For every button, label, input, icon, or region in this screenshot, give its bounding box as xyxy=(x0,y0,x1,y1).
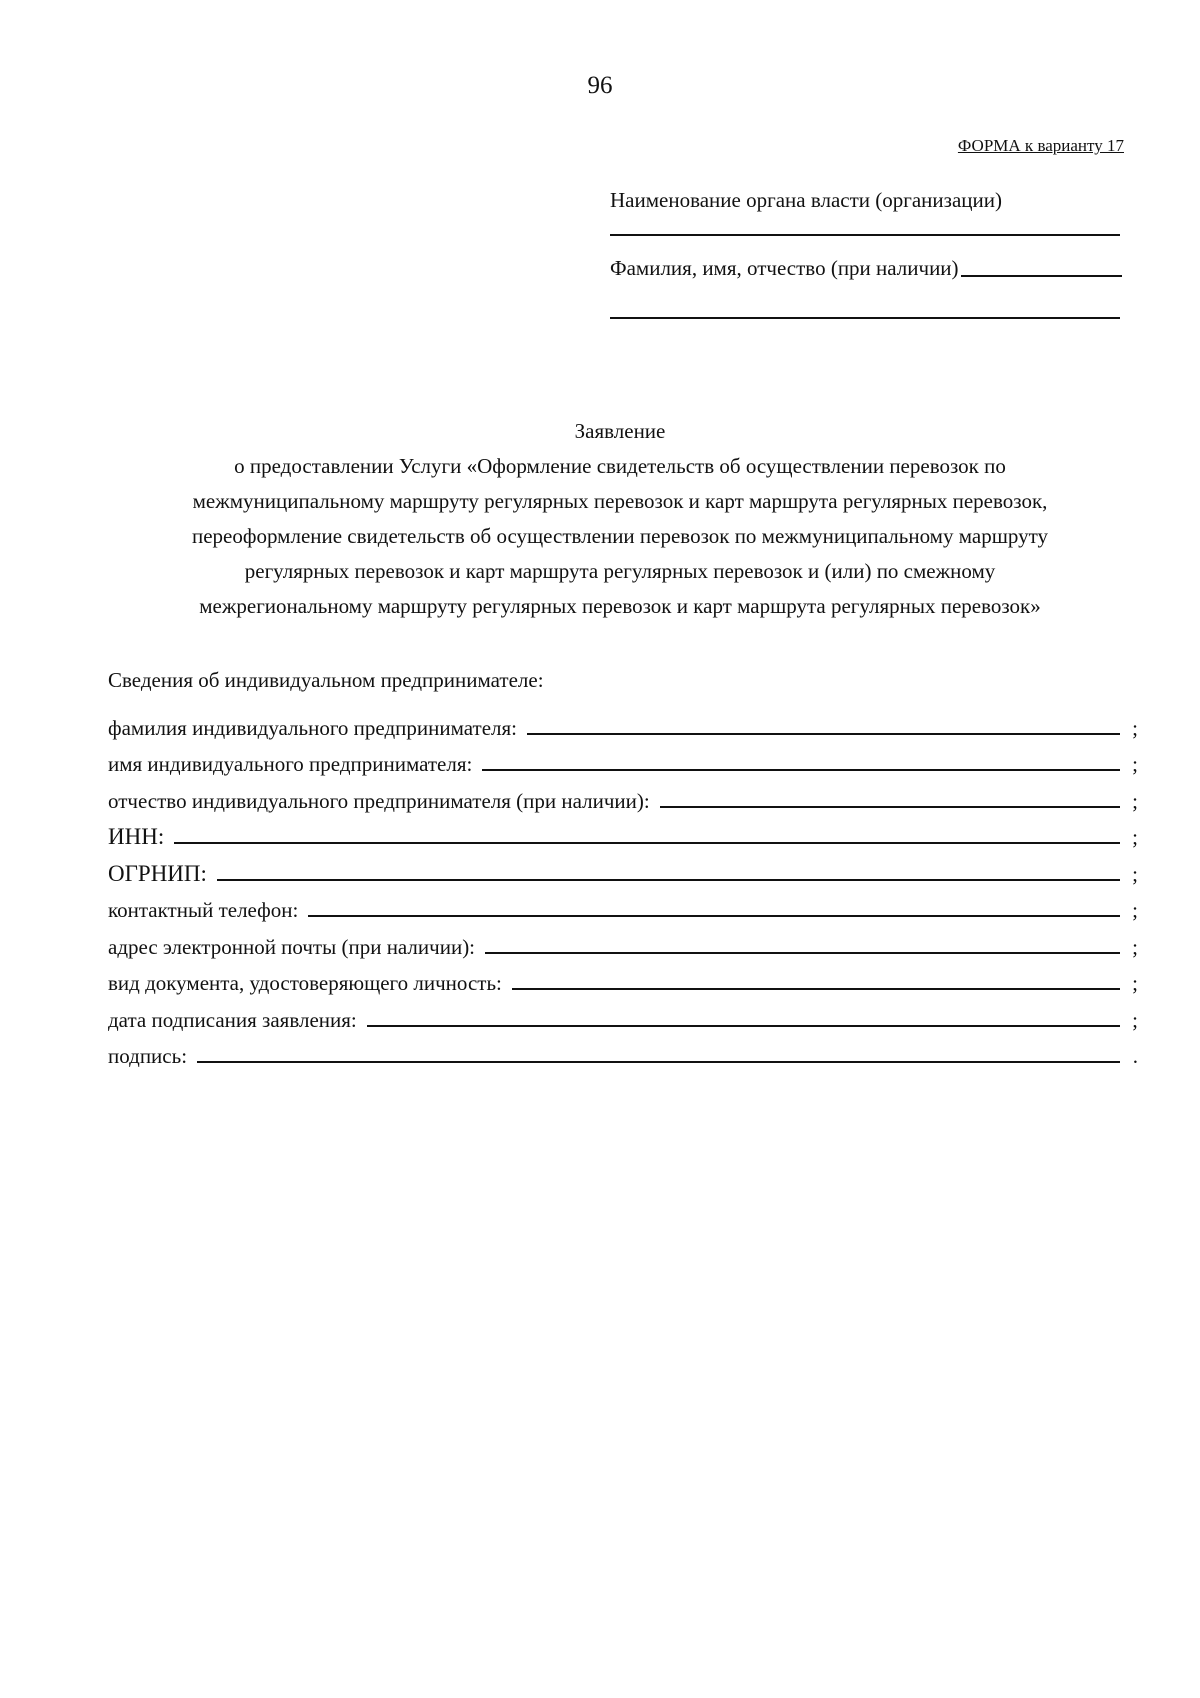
field-blank-name[interactable] xyxy=(482,769,1120,771)
application-subtitle-line: о предоставлении Услуги «Оформление свидетельств об осуществлении перевозок по xyxy=(234,454,1006,478)
field-blank-phone[interactable] xyxy=(308,915,1120,917)
field-end-mark: . xyxy=(1132,1044,1138,1068)
field-label: имя индивидуального предпринимателя: xyxy=(108,752,473,776)
field-blank-inn[interactable] xyxy=(174,842,1120,844)
field-label: подпись: xyxy=(108,1044,188,1068)
field-label: адрес электронной почты (при наличии): xyxy=(108,934,476,959)
field-signing-date xyxy=(108,996,1138,1033)
field-email xyxy=(108,923,1138,960)
field-blank-id-document[interactable] xyxy=(512,988,1120,990)
field-id-document xyxy=(108,960,1138,997)
fio-label: Фамилия, имя, отчество (при наличии) xyxy=(610,256,959,280)
field-blank-ogrnip[interactable] xyxy=(217,879,1120,881)
fio-blank-inline[interactable] xyxy=(961,275,1122,277)
application-subtitle-line: межмуниципальному маршруту регулярных перевозок и карт маршрута регулярных перевозок, xyxy=(192,489,1048,513)
field-end-mark: ; xyxy=(1132,861,1138,886)
field-ogrnip xyxy=(108,850,1138,887)
field-label: ИНН: xyxy=(108,824,165,849)
field-blank-email[interactable] xyxy=(485,952,1120,954)
application-subtitle-line: переоформление свидетельств об осуществлении перевозок по межмуниципальному маршруту xyxy=(192,524,1048,548)
field-blank-patronymic[interactable] xyxy=(660,806,1120,808)
field-end-mark: ; xyxy=(1132,825,1138,849)
entrepreneur-details xyxy=(108,668,1138,1069)
field-label: вид документа, удостоверяющего личность: xyxy=(108,971,502,995)
application-subtitle-line: межрегиональному маршруту регулярных перевозок и карт маршрута регулярных перевозок» xyxy=(199,594,1041,618)
field-end-mark: ; xyxy=(1132,898,1138,922)
application-title-block xyxy=(110,414,1130,624)
field-end-mark: ; xyxy=(1132,934,1138,959)
authority-name-blank[interactable] xyxy=(610,234,1120,236)
application-subtitle-line: регулярных перевозок и карт маршрута регулярных перевозок и (или) по смежному xyxy=(244,559,996,583)
application-title: Заявление xyxy=(574,419,666,443)
field-name xyxy=(108,741,1138,778)
page-number: 96 xyxy=(587,72,613,99)
field-end-mark: ; xyxy=(1132,715,1138,740)
field-end-mark: ; xyxy=(1132,1007,1138,1032)
details-heading: Сведения об индивидуальном предпринимателе: xyxy=(108,668,544,692)
field-phone xyxy=(108,887,1138,924)
field-blank-surname[interactable] xyxy=(527,733,1120,735)
field-patronymic xyxy=(108,777,1138,814)
authority-name-label: Наименование органа власти (организации) xyxy=(610,188,1002,212)
field-inn xyxy=(108,814,1138,851)
field-surname xyxy=(108,704,1138,741)
field-label: фамилия индивидуального предпринимателя: xyxy=(108,715,517,740)
form-reference: ФОРМА к варианту 17 xyxy=(957,136,1124,155)
field-blank-signature[interactable] xyxy=(197,1061,1120,1063)
field-label: ОГРНИП: xyxy=(108,860,207,886)
field-label: контактный телефон: xyxy=(108,898,299,922)
fio-blank[interactable] xyxy=(610,317,1120,319)
fio-row xyxy=(610,256,1122,281)
field-end-mark: ; xyxy=(1132,788,1138,813)
field-blank-signing-date[interactable] xyxy=(367,1025,1120,1027)
field-label: дата подписания заявления: xyxy=(108,1007,357,1032)
authority-block xyxy=(610,188,1122,319)
field-end-mark: ; xyxy=(1132,752,1138,776)
field-label: отчество индивидуального предпринимателя (при наличии): xyxy=(108,788,650,813)
field-signature xyxy=(108,1033,1138,1070)
field-end-mark: ; xyxy=(1132,971,1138,995)
